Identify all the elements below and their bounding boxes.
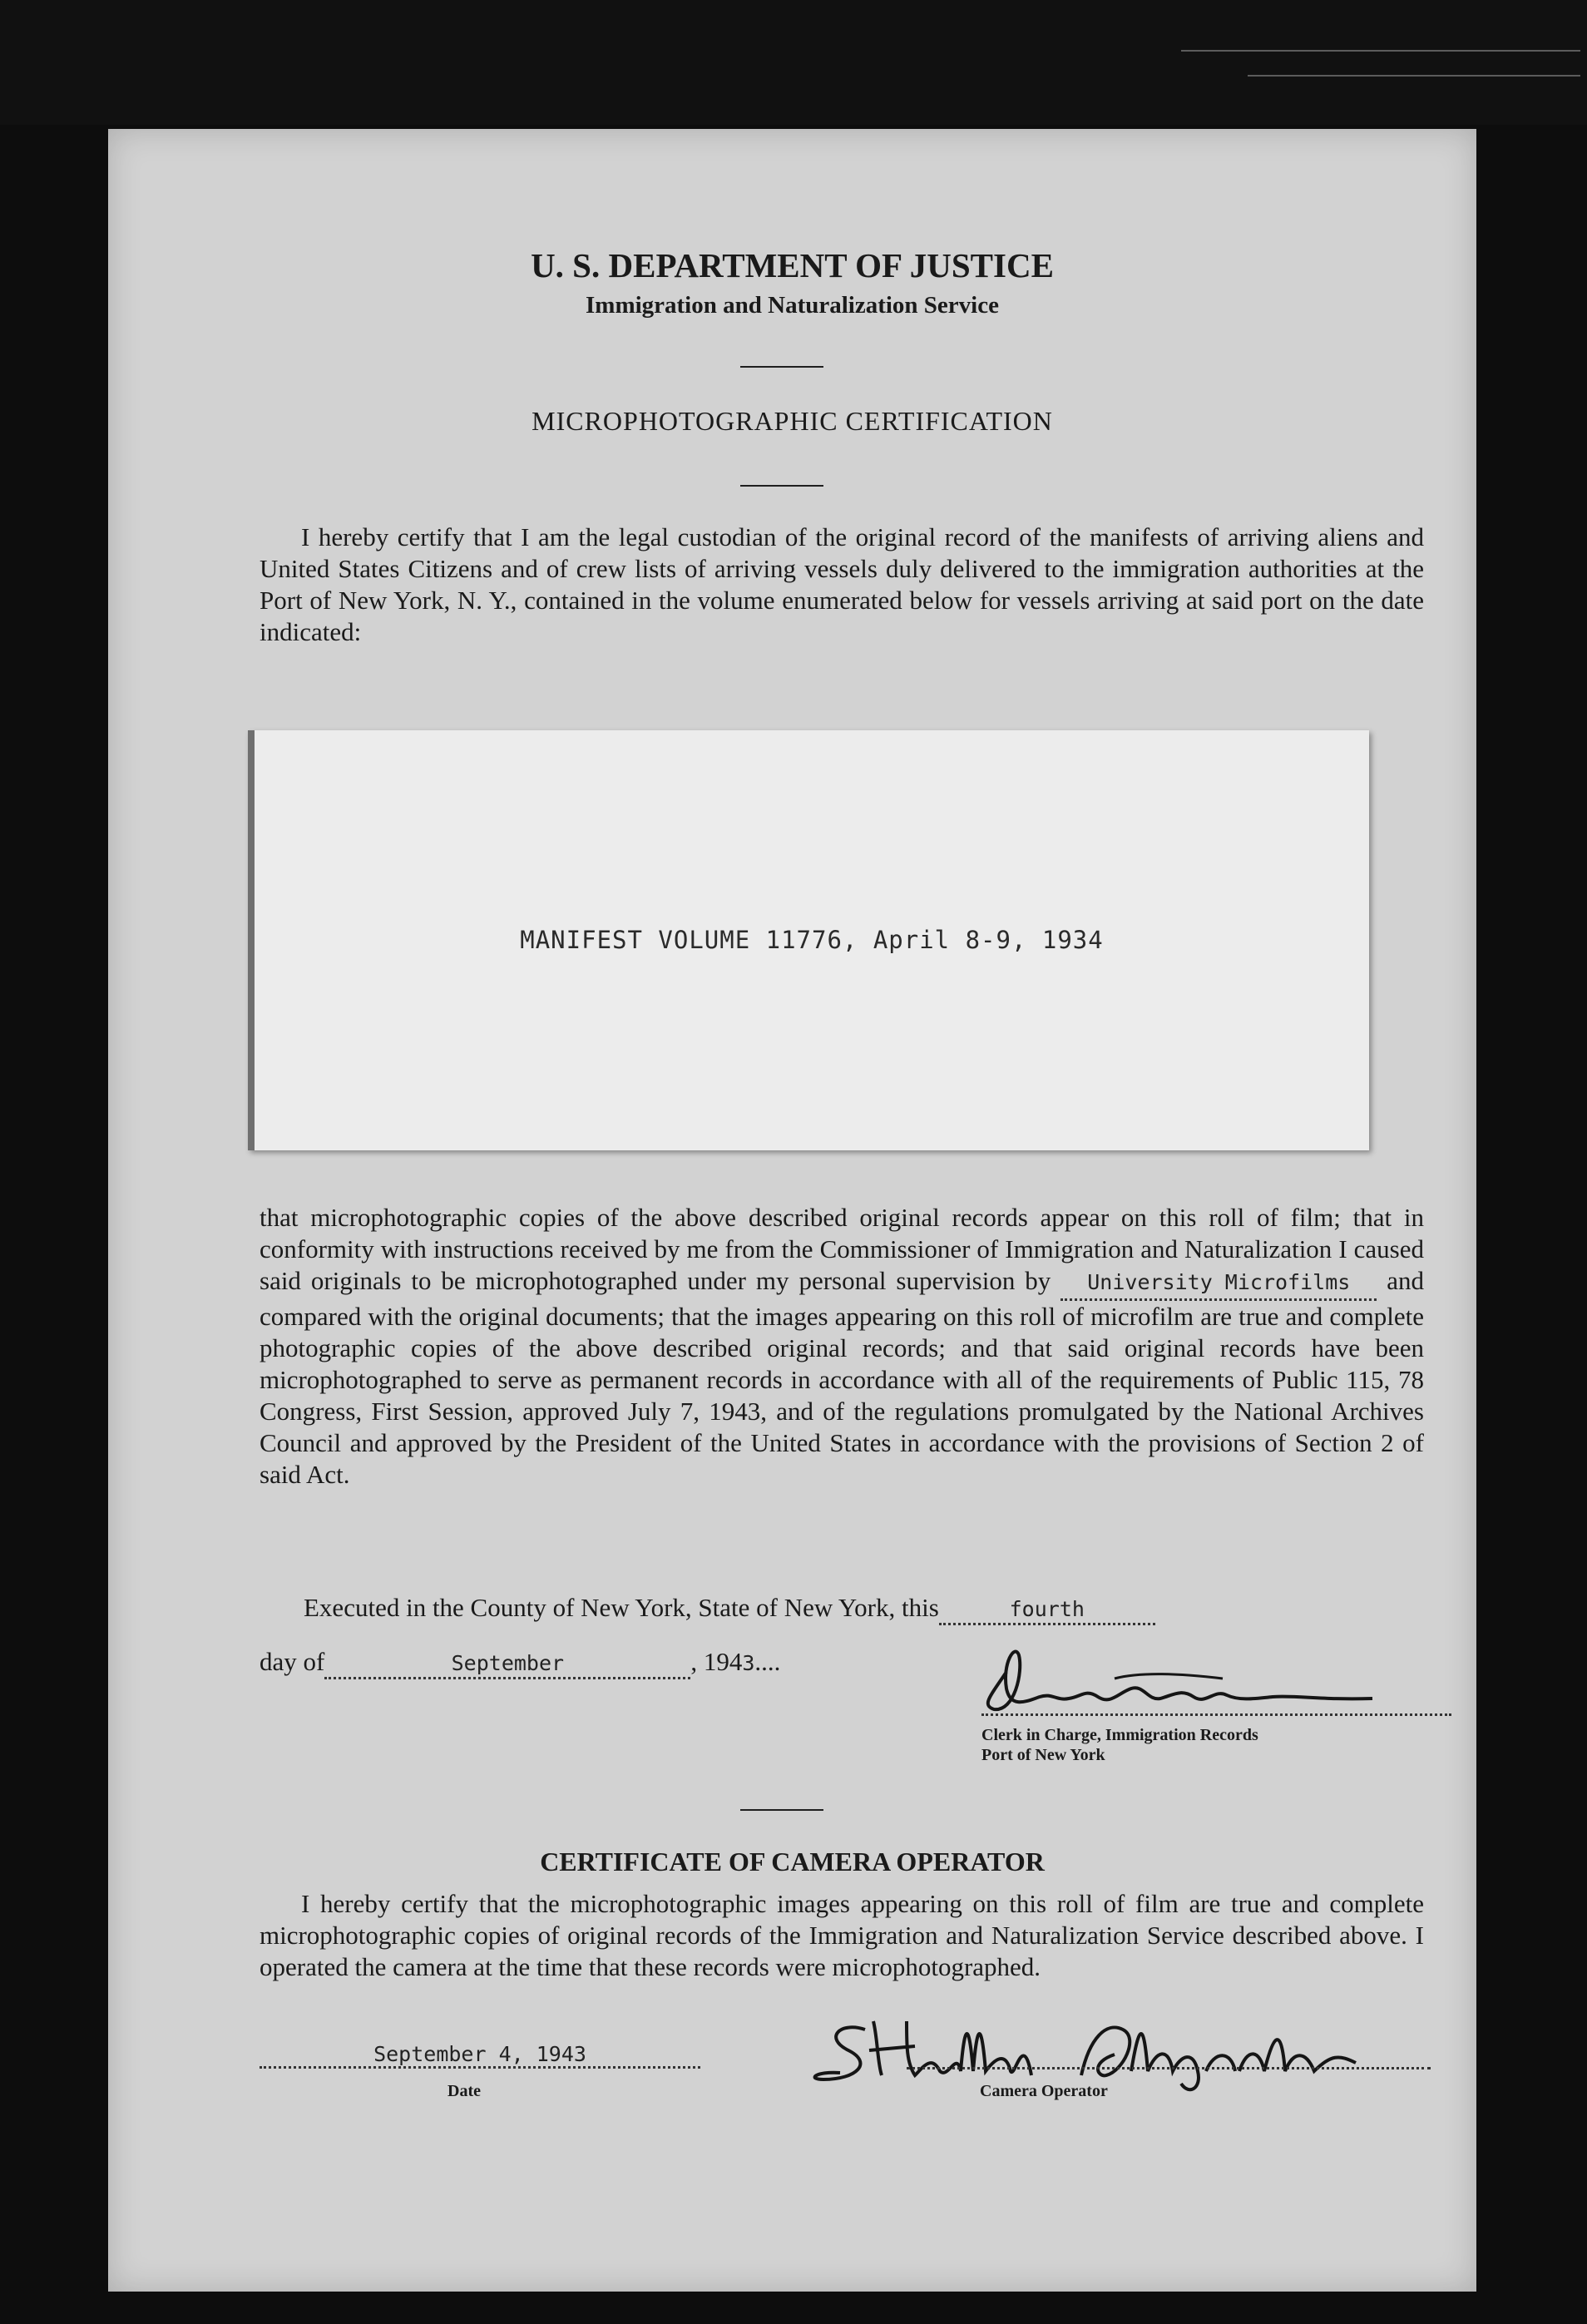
camera-operator-signature-line <box>907 2067 1431 2069</box>
month-value: September <box>451 1651 565 1675</box>
body-text-part2: and compared with the original documents; that the images appearing on this roll of microfilm are true and complete photographic copies of the above described original records; and that said original records have been microphotographed to serve as permanent records in accordance with all of the requirements of Public 115, 78 Congress, First Session, approved July 7, 1943, and of the regulations promulgated by the National Archives Council and approved by the President of the United States in accordance with the provisions of Section 2 of said Act. <box>260 1266 1425 1489</box>
day-field <box>939 1593 1155 1625</box>
volume-card <box>248 730 1369 1150</box>
divider-rule <box>740 1809 823 1811</box>
camera-certificate-text: I hereby certify that the microphotographic images appearing on this roll of film are true and complete microphotographic copies of original records of the Immigration and Naturalization Service described above. I operated the camera at the time that these records were microphotographed. <box>260 1889 1424 1981</box>
company-name: University Microfilms <box>1087 1270 1351 1294</box>
camera-operator-label: Camera Operator <box>980 2082 1108 2100</box>
camera-operator-signature <box>790 2005 1456 2096</box>
year-dots: .... <box>754 1647 781 1676</box>
year-prefix: , 194 <box>690 1647 743 1676</box>
film-edge <box>0 0 1587 125</box>
day-of-label: day of <box>260 1647 325 1676</box>
film-scratch <box>1181 50 1580 52</box>
divider-rule <box>740 366 823 368</box>
camera-date-value: September 4, 1943 <box>373 2042 586 2066</box>
day-word: fourth <box>1009 1597 1085 1621</box>
camera-date-label: Date <box>447 2082 481 2100</box>
certification-body <box>260 1202 1424 1491</box>
date-line <box>260 1647 780 1679</box>
clerk-title-line1: Clerk in Charge, Immigration Records <box>981 1726 1258 1744</box>
intro-paragraph: I hereby certify that I am the legal custodian of the original record of the manifests of arriving aliens and United States Citizens and of crew lists of arriving vessels duly delivered to the immigration authorities at the Port of New York, N. Y., contained in the volume enumerated below for vessels arriving at said port on the date indicated: <box>260 522 1424 646</box>
execution-line <box>304 1593 1426 1625</box>
camera-date-field <box>260 2042 700 2069</box>
clerk-title-line2: Port of New York <box>981 1746 1105 1764</box>
company-field <box>1060 1265 1377 1301</box>
divider-rule <box>740 485 823 487</box>
department-heading: U. S. DEPARTMENT OF JUSTICE <box>531 246 1054 284</box>
film-scratch <box>1248 75 1580 77</box>
volume-card-text: MANIFEST VOLUME 11776, April 8-9, 1934 <box>520 926 1104 954</box>
camera-certificate-title: CERTIFICATE OF CAMERA OPERATOR <box>540 1847 1045 1877</box>
year-suffix: 3 <box>742 1651 755 1675</box>
service-subheading: Immigration and Naturalization Service <box>586 292 999 319</box>
month-field <box>324 1647 690 1679</box>
execution-prefix: Executed in the County of New York, State of New York, this <box>304 1593 939 1622</box>
clerk-signature-line <box>981 1713 1451 1716</box>
clerk-signature <box>907 1639 1397 1722</box>
body-text-part1: that microphotographic copies of the above described original records appear on this roll of film; that in conformity with instructions received by me from the Commissioner of Immigration and Naturalization I caused said originals to be microphotographed under my personal supervision by <box>260 1203 1424 1295</box>
document-title: MICROPHOTOGRAPHIC CERTIFICATION <box>531 406 1053 436</box>
certificate-page <box>108 129 1476 2292</box>
